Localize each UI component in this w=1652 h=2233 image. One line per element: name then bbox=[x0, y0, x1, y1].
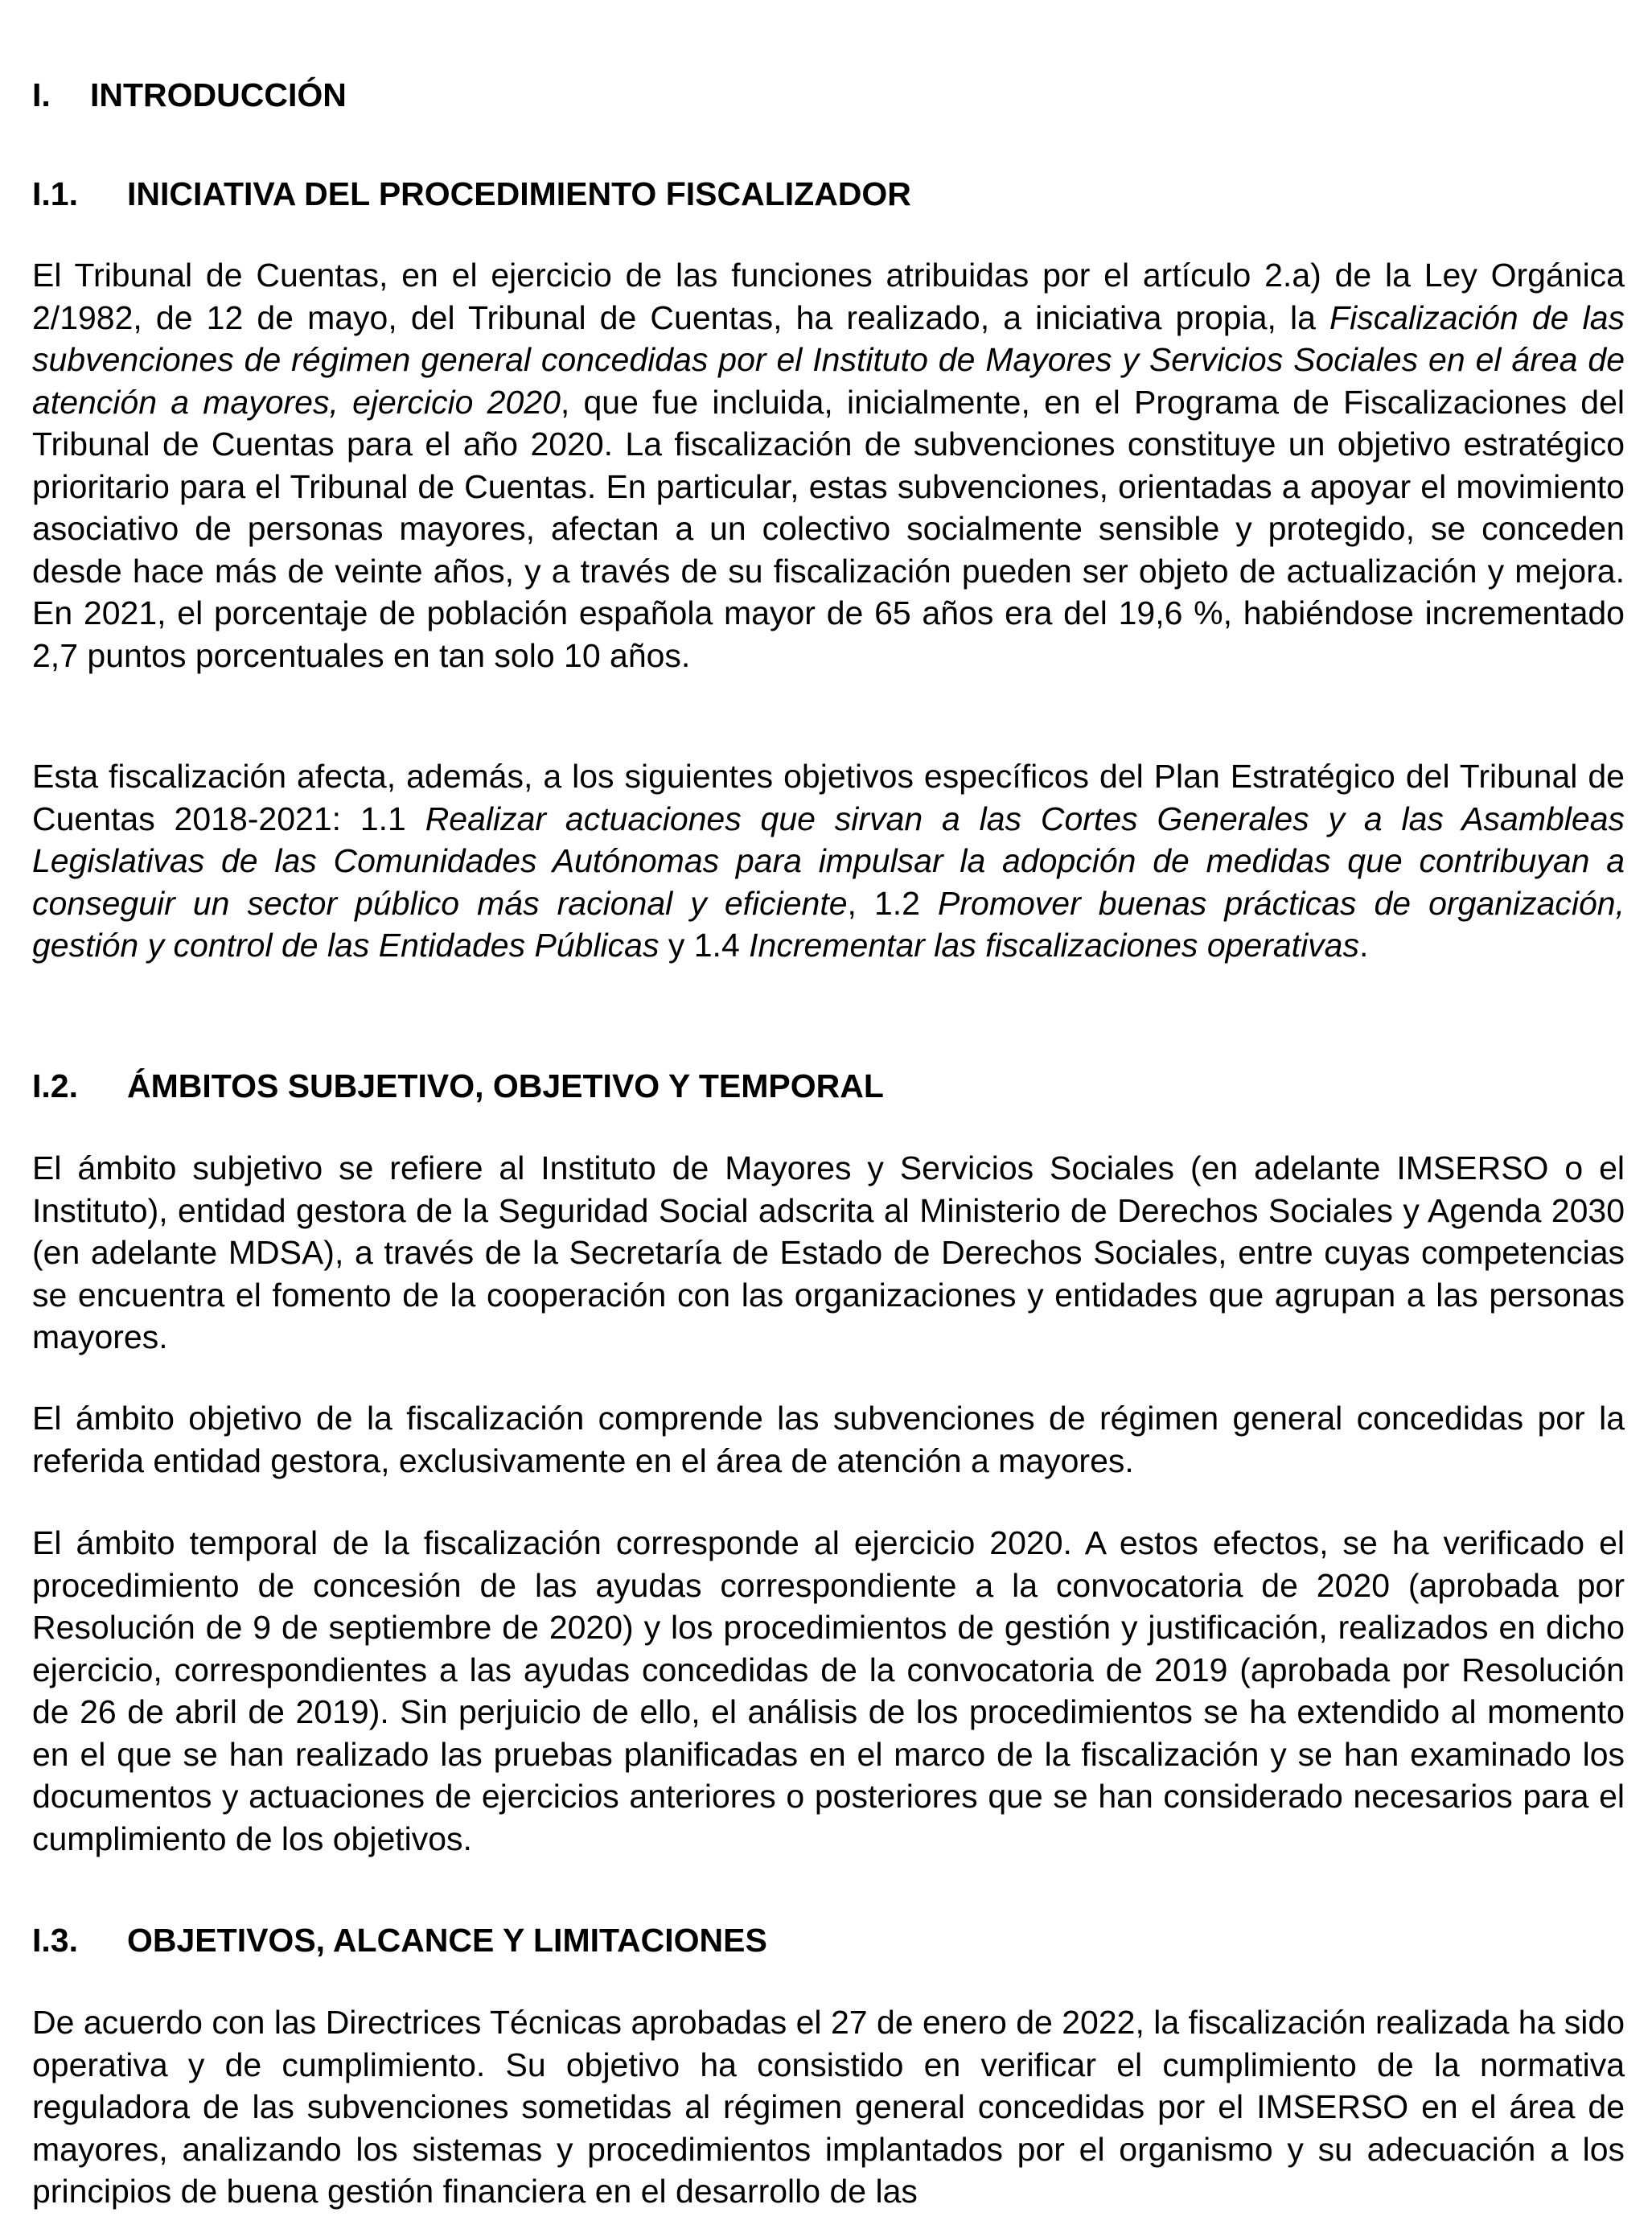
main-heading-number: I. bbox=[32, 76, 51, 113]
section-3-heading bbox=[32, 1919, 767, 1961]
section-2-number: I.2. bbox=[32, 1067, 78, 1104]
section-3-number: I.3. bbox=[32, 1922, 78, 1959]
section-1-number: I.1. bbox=[32, 175, 78, 212]
section-1-title: INICIATIVA DEL PROCEDIMIENTO FISCALIZADOR bbox=[127, 175, 911, 212]
section-2-title: ÁMBITOS SUBJETIVO, OBJETIVO Y TEMPORAL bbox=[127, 1067, 884, 1104]
section-1-paragraph-2: Esta fiscalización afecta, además, a los siguientes objetivos específicos del Plan Estratégico del Tribunal de Cuentas 2018-2021: 1.1 Realizar actuaciones que sirvan a las Cortes Generales y a las Asambleas Legislativas de las Comunidades Autónomas para impulsar la adopción de medidas que contribuyan a conseguir un sector público más racional y eficiente, 1.2 Promover buenas prácticas de organización, gestión y control de las Entidades Públicas y 1.4 Incrementar las fiscalizaciones operativas. bbox=[32, 758, 1625, 964]
section-3-title: OBJETIVOS, ALCANCE Y LIMITACIONES bbox=[127, 1922, 767, 1959]
section-2-heading bbox=[32, 1065, 884, 1107]
main-heading bbox=[32, 74, 347, 116]
section-1-heading bbox=[32, 173, 911, 215]
main-heading-title: INTRODUCCIÓN bbox=[90, 76, 347, 113]
section-3-paragraph-1: De acuerdo con las Directrices Técnicas aprobadas el 27 de enero de 2022, la fiscalización realizada ha sido operativa y de cumplimiento. Su objetivo ha consistido en verificar el cumplimiento de la normativa reguladora de las subvenciones sometidas al régimen general concedidas por el IMSERSO en el área de mayores, analizando los sistemas y procedimientos implantados por el organismo y su adecuación a los principios de buena gestión financiera en el desarrollo de las bbox=[32, 2004, 1625, 2210]
audit-title: Fiscalización de las subvenciones de régimen general concedidas por el Instituto de Mayores y Servicios Sociales en el área de atención a mayores, ejercicio 2020 bbox=[32, 298, 1625, 421]
section-2-paragraph-2: El ámbito objetivo de la fiscalización comprende las subvenciones de régimen general concedidas por la referida entidad gestora, exclusivamente en el área de atención a mayores. bbox=[32, 1400, 1625, 1479]
section-2-paragraph-1: El ámbito subjetivo se refiere al Instituto de Mayores y Servicios Sociales (en adelante IMSERSO o el Instituto), entidad gestora de la Seguridad Social adscrita al Ministerio de Derechos Sociales y Agenda 2030 (en adelante MDSA), a través de la Secretaría de Estado de Derechos Sociales, entre cuyas competencias se encuentra el fomento de la cooperación con las organizaciones y entidades que agrupan a las personas mayores. bbox=[32, 1149, 1625, 1355]
section-1-paragraph-1: El Tribunal de Cuentas, en el ejercicio de las funciones atribuidas por el artículo 2.a) de la Ley Orgánica 2/1982, de 12 de mayo, del Tribunal de Cuentas, ha realizado, a iniciativa propia, la Fiscalización de las subvenciones de régimen general concedidas por el Instituto de Mayores y Servicios Sociales en el área de atención a mayores, ejercicio 2020, que fue incluida, inicialmente, en el Programa de Fiscalizaciones del Tribunal de Cuentas para el año 2020. La fiscalización de subvenciones constituye un objetivo estratégico prioritario para el Tribunal de Cuentas. En particular, estas subvenciones, orientadas a apoyar el movimiento asociativo de personas mayores, afectan a un colectivo socialmente sensible y protegido, se conceden desde hace más de veinte años, y a través de su fiscalización pueden ser objeto de actualización y mejora. En 2021, el porcentaje de población española mayor de 65 años era del 19,6 %, habiéndose incrementado 2,7 puntos porcentuales en tan solo 10 años. bbox=[32, 257, 1625, 674]
section-2-paragraph-3: El ámbito temporal de la fiscalización corresponde al ejercicio 2020. A estos efectos, se ha verificado el procedimiento de concesión de las ayudas correspondiente a la convocatoria de 2020 (aprobada por Resolución de 9 de septiembre de 2020) y los procedimientos de gestión y justificación, realizados en dicho ejercicio, correspondientes a las ayudas concedidas de la convocatoria de 2019 (aprobada por Resolución de 26 de abril de 2019). Sin perjuicio de ello, el análisis de los procedimientos se ha extendido al momento en el que se han realizado las pruebas planificadas en el marco de la fiscalización y se han examinado los documentos y actuaciones de ejercicios anteriores o posteriores que se han considerado necesarios para el cumplimiento de los objetivos. bbox=[32, 1524, 1625, 1857]
